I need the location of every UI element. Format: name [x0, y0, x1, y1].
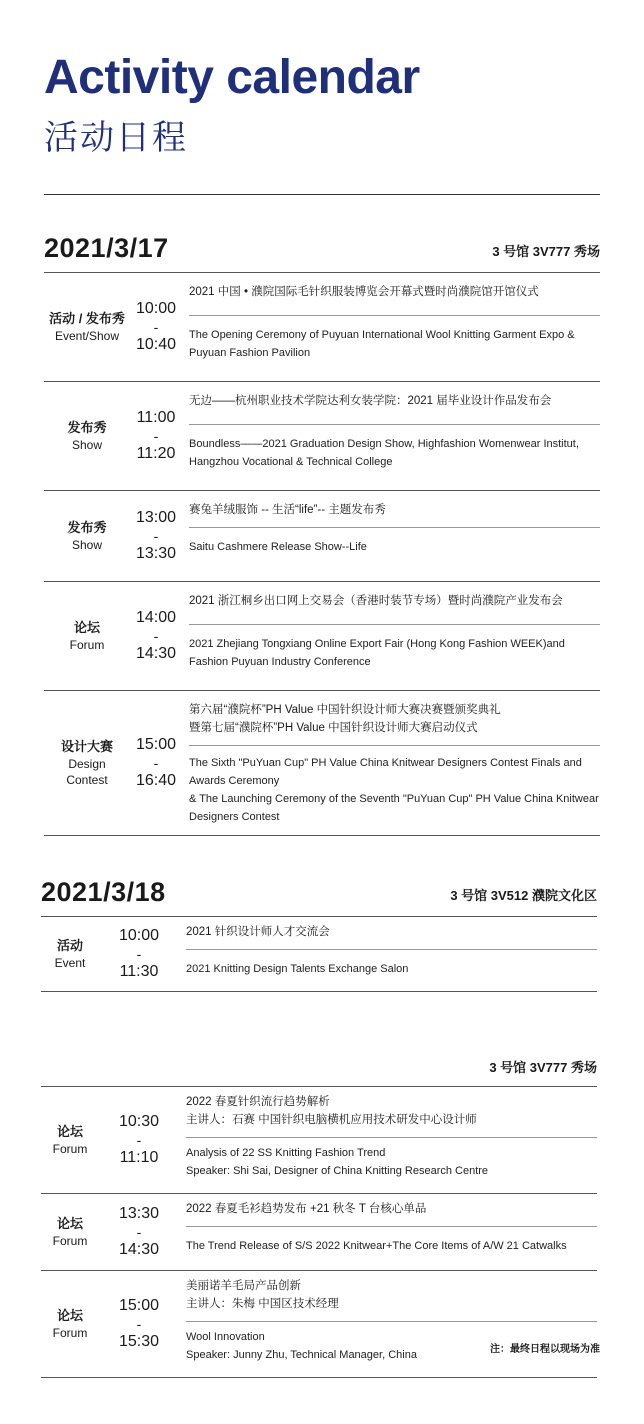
event-row — [41, 1087, 597, 1194]
event-title-en: Boundless——2021 Graduation Design Show, Highfashion Womenwear Institut, Hangzhou Vocational & Technical College — [189, 438, 579, 468]
event-row — [44, 382, 600, 491]
event-time — [128, 300, 184, 354]
event-time-separator: - — [136, 1224, 142, 1240]
event-title-cn: 第六届“濮院杯”PH Value 中国针织设计师大赛决赛暨颁奖典礼 暨第七届“濮院杯”PH Value 中国针织设计师大赛启动仪式 — [189, 697, 600, 746]
event-type-cn: 论坛 — [56, 1124, 83, 1139]
event-start-time: 13:30 — [118, 1205, 160, 1222]
event-time-separator: - — [136, 946, 142, 962]
day-venue: 3 号馆 3V777 秀场 — [492, 244, 600, 259]
event-title-cn: 无边——杭州职业技术学院达利女装学院：2021 届毕业设计作品发布会 — [189, 388, 600, 425]
event-type-en: Design Contest — [66, 757, 108, 787]
day-section-2 — [41, 872, 597, 1378]
event-type — [44, 519, 130, 553]
event-end-time: 11:30 — [119, 963, 159, 980]
event-title-cn: 2022 春夏毛衫趋势发布 +21 秋冬 T 台核心单品 — [186, 1196, 597, 1227]
event-end-time: 11:20 — [136, 445, 176, 462]
event-description — [189, 382, 600, 479]
event-start-time: 14:00 — [135, 609, 177, 626]
event-title-cn: 2022 春夏针织流行趋势解析 主讲人：石赛 中国针织电脑横机应用技术研发中心设计师 — [186, 1089, 597, 1138]
event-type-cn: 论坛 — [73, 620, 100, 635]
event-start-time: 10:00 — [118, 927, 160, 944]
event-time-separator: - — [136, 1132, 142, 1148]
event-end-time: 10:40 — [135, 336, 177, 353]
page-subtitle: 活动日程 — [44, 118, 188, 158]
event-start-time: 10:30 — [118, 1113, 160, 1130]
event-title-en: 2021 Knitting Design Talents Exchange Salon — [186, 963, 409, 975]
header-divider — [44, 194, 600, 195]
event-type — [41, 1307, 99, 1341]
event-row — [44, 691, 600, 836]
event-start-time: 11:00 — [136, 409, 176, 426]
event-start-time: 15:00 — [118, 1297, 160, 1314]
event-start-time: 10:00 — [135, 300, 177, 317]
event-type-en: Forum — [52, 1326, 88, 1340]
event-type-en: Show — [71, 438, 103, 452]
event-time — [128, 736, 184, 790]
event-time — [111, 1297, 167, 1351]
event-row — [41, 1194, 597, 1271]
event-description — [186, 1087, 597, 1184]
event-time-separator: - — [153, 528, 159, 544]
event-description — [189, 582, 600, 679]
page-title: Activity calendar — [44, 51, 420, 104]
event-end-time: 15:30 — [118, 1333, 160, 1350]
venue-header — [41, 1042, 597, 1087]
event-type-cn: 发布秀 — [67, 420, 107, 435]
event-type — [41, 1215, 99, 1249]
event-end-time: 16:40 — [135, 772, 177, 789]
event-description — [186, 1194, 597, 1259]
event-type-cn: 论坛 — [56, 1308, 83, 1323]
event-type — [41, 1123, 99, 1157]
event-title-en: 2021 Zhejiang Tongxiang Online Export Fair (Hong Kong Fashion WEEK)and Fashion Puyuan Industry Conference — [189, 638, 565, 668]
event-type-cn: 论坛 — [56, 1216, 83, 1231]
event-type-en: Forum — [69, 638, 105, 652]
event-type — [44, 619, 130, 653]
event-time — [111, 1113, 167, 1167]
event-title-en: Wool Innovation Speaker: Junny Zhu, Technical Manager, China — [186, 1331, 417, 1361]
event-row — [44, 273, 600, 382]
event-type — [44, 738, 130, 788]
event-type-cn: 活动 — [56, 938, 83, 953]
day-header — [44, 228, 600, 273]
event-end-time: 11:10 — [119, 1149, 159, 1166]
event-type-en: Forum — [52, 1142, 88, 1156]
event-time — [111, 927, 167, 981]
event-time-separator: - — [153, 755, 159, 771]
event-end-time: 14:30 — [135, 645, 177, 662]
event-time — [128, 609, 184, 663]
spacer — [41, 992, 597, 1042]
day-date: 2021/3/17 — [44, 233, 169, 263]
event-time — [128, 409, 184, 463]
event-end-time: 13:30 — [135, 545, 177, 562]
event-end-time: 14:30 — [118, 1241, 160, 1258]
event-description — [186, 917, 597, 982]
event-type — [44, 310, 130, 344]
event-type — [44, 419, 130, 453]
event-type-en: Event/Show — [54, 329, 120, 343]
event-type-en: Forum — [52, 1234, 88, 1248]
event-title-en: The Opening Ceremony of Puyuan International Wool Knitting Garment Expo & Puyuan Fashion Pavilion — [189, 329, 575, 359]
event-type-cn: 活动 / 发布秀 — [49, 311, 125, 326]
event-type — [41, 937, 99, 971]
event-time-separator: - — [153, 428, 159, 444]
event-title-cn: 2021 中国 • 濮院国际毛针织服装博览会开幕式暨时尚濮院馆开馆仪式 — [189, 279, 600, 316]
event-description — [189, 691, 600, 834]
event-type-en: Show — [71, 538, 103, 552]
event-title-cn: 赛兔羊绒服饰 -- 生活“life”-- 主题发布秀 — [189, 497, 600, 528]
event-row — [41, 917, 597, 992]
event-type-cn: 发布秀 — [67, 520, 107, 535]
event-start-time: 13:00 — [135, 509, 177, 526]
day-header — [41, 872, 597, 917]
event-title-en: The Sixth "PuYuan Cup" PH Value China Knitwear Designers Contest Finals and Awards Ceremony & The Launching Ceremony of the Seventh "PuYuan Cup" PH Value China Knitwear Designers Contest — [189, 757, 599, 823]
event-type-en: Event — [54, 956, 86, 970]
event-title-en: Analysis of 22 SS Knitting Fashion Trend Speaker: Shi Sai, Designer of China Knitting Research Centre — [186, 1147, 489, 1177]
event-time — [128, 509, 184, 563]
event-title-en: The Trend Release of S/S 2022 Knitwear+The Core Items of A/W 21 Catwalks — [186, 1240, 567, 1252]
day-date: 2021/3/18 — [41, 877, 166, 907]
day-venue: 3 号馆 3V777 秀场 — [489, 1060, 597, 1075]
event-title-cn: 美丽诺羊毛局产品创新 主讲人：朱梅 中国区技术经理 — [186, 1273, 597, 1322]
event-time — [111, 1205, 167, 1259]
event-time-separator: - — [153, 628, 159, 644]
event-description — [189, 273, 600, 370]
event-time-separator: - — [136, 1316, 142, 1332]
day-section-1 — [44, 228, 600, 836]
event-row — [44, 582, 600, 691]
day-venue: 3 号馆 3V512 濮院文化区 — [450, 888, 597, 903]
event-row — [41, 1271, 597, 1378]
event-start-time: 15:00 — [135, 736, 177, 753]
event-title-en: Saitu Cashmere Release Show--Life — [189, 541, 367, 553]
event-time-separator: - — [153, 319, 159, 335]
event-title-cn: 2021 针织设计师人才交流会 — [186, 919, 597, 950]
event-title-cn: 2021 浙江桐乡出口网上交易会（香港时装节专场）暨时尚濮院产业发布会 — [189, 588, 600, 625]
event-type-cn: 设计大赛 — [60, 739, 113, 754]
footer-note: 注：最终日程以现场为准 — [490, 1344, 600, 1355]
event-description — [189, 491, 600, 564]
event-row — [44, 491, 600, 582]
